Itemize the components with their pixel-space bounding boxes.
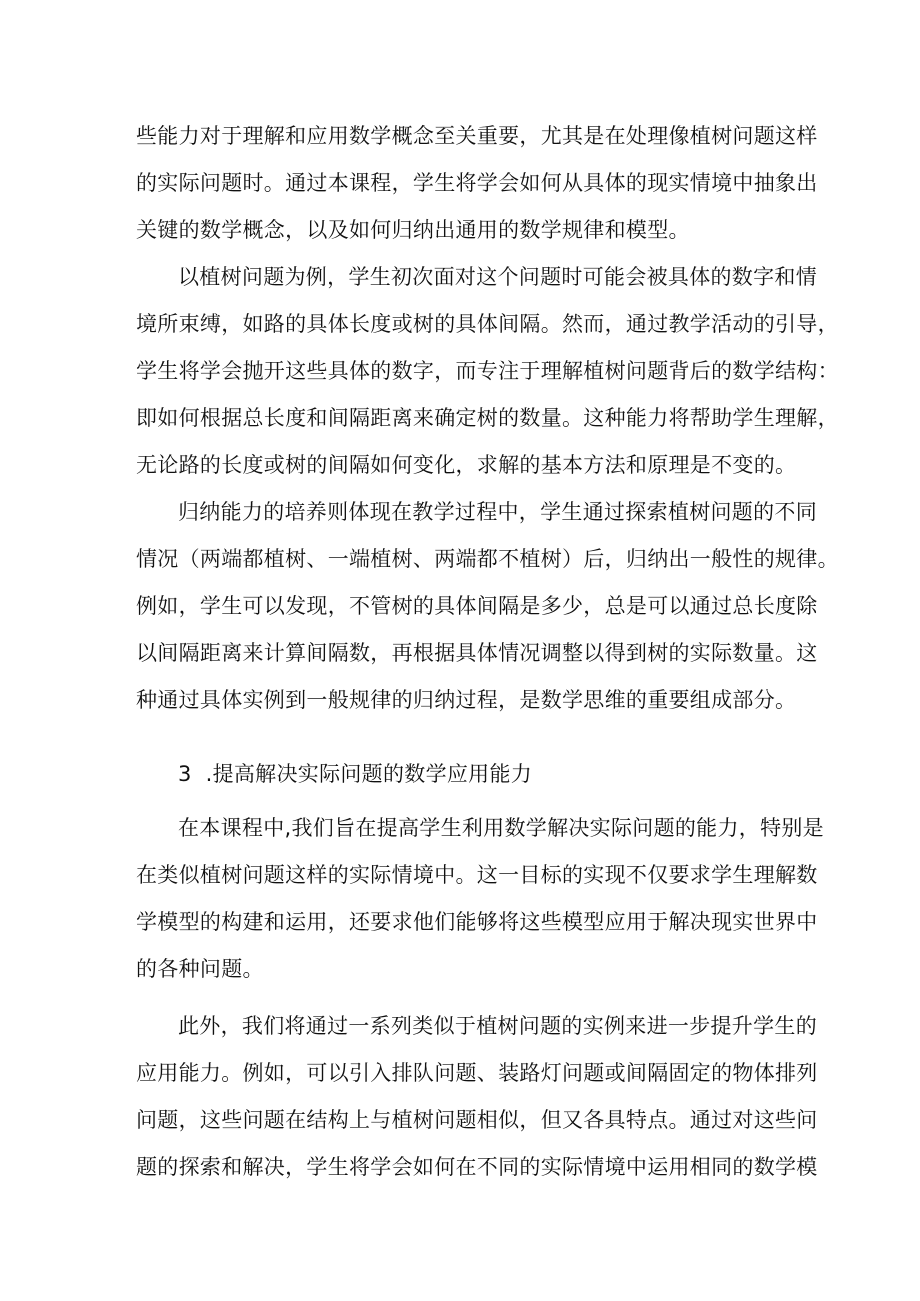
paragraph-4-line-2: 在类似植树问题这样的实际情境中。这一目标的实现不仅要求学生理解数 — [136, 863, 818, 887]
section-heading: 3 .提高解决实际问题的数学应用能力 — [178, 762, 533, 786]
paragraph-4-line-1: 在本课程中,我们旨在提高学生利用数学解决实际问题的能力，特别是 — [178, 816, 824, 840]
paragraph-2-line-5: 无论路的长度或树的间隔如何变化，求解的基本方法和原理是不变的。 — [136, 453, 797, 477]
paragraph-2-line-4: 即如何根据总长度和间隔距离来确定树的数量。这种能力将帮助学生理解， — [136, 406, 839, 430]
paragraph-4-line-3: 学模型的构建和运用，还要求他们能够将这些模型应用于解决现实世界中 — [136, 910, 818, 934]
paragraph-2-line-1: 以植树问题为例，学生初次面对这个问题时可能会被具体的数字和情 — [178, 265, 817, 289]
paragraph-2-line-2: 境所束缚，如路的具体长度或树的具体间隔。然而，通过教学活动的引导， — [136, 312, 839, 336]
paragraph-3-line-5: 种通过具体实例到一般规律的归纳过程，是数学思维的重要组成部分。 — [136, 688, 797, 712]
paragraph-1-line-1: 些能力对于理解和应用数学概念至关重要，尤其是在处理像植树问题这样 — [136, 124, 818, 148]
paragraph-5-line-1: 此外，我们将通过一系列类似于植树问题的实例来进一步提升学生的 — [178, 1014, 817, 1038]
paragraph-3-line-3: 例如，学生可以发现，不管树的具体间隔是多少，总是可以通过总长度除 — [136, 594, 818, 618]
paragraph-3-line-1: 归纳能力的培养则体现在教学过程中，学生通过探索植树问题的不同 — [178, 500, 817, 524]
paragraph-3-line-2: 情况（两端都植树、一端植树、两端都不植树）后，归纳出一般性的规律。 — [136, 547, 839, 571]
paragraph-2-line-3: 学生将学会抛开这些具体的数字，而专注于理解植树问题背后的数学结构： — [136, 359, 839, 383]
paragraph-1-line-3: 关键的数学概念，以及如何归纳出通用的数学规律和模型。 — [136, 218, 690, 242]
paragraph-5-line-4: 题的探索和解决，学生将学会如何在不同的实际情境中运用相同的数学模 — [136, 1155, 818, 1179]
paragraph-4-line-4: 的各种问题。 — [136, 957, 264, 981]
paragraph-3-line-4: 以间隔距离来计算间隔数，再根据具体情况调整以得到树的实际数量。这 — [136, 641, 818, 665]
paragraph-5-line-2: 应用能力。例如，可以引入排队问题、装路灯问题或间隔固定的物体排列 — [136, 1061, 818, 1085]
paragraph-5-line-3: 问题，这些问题在结构上与植树问题相似，但又各具特点。通过对这些问 — [136, 1108, 818, 1132]
paragraph-1-line-2: 的实际问题时。通过本课程，学生将学会如何从具体的现实情境中抽象出 — [136, 171, 818, 195]
